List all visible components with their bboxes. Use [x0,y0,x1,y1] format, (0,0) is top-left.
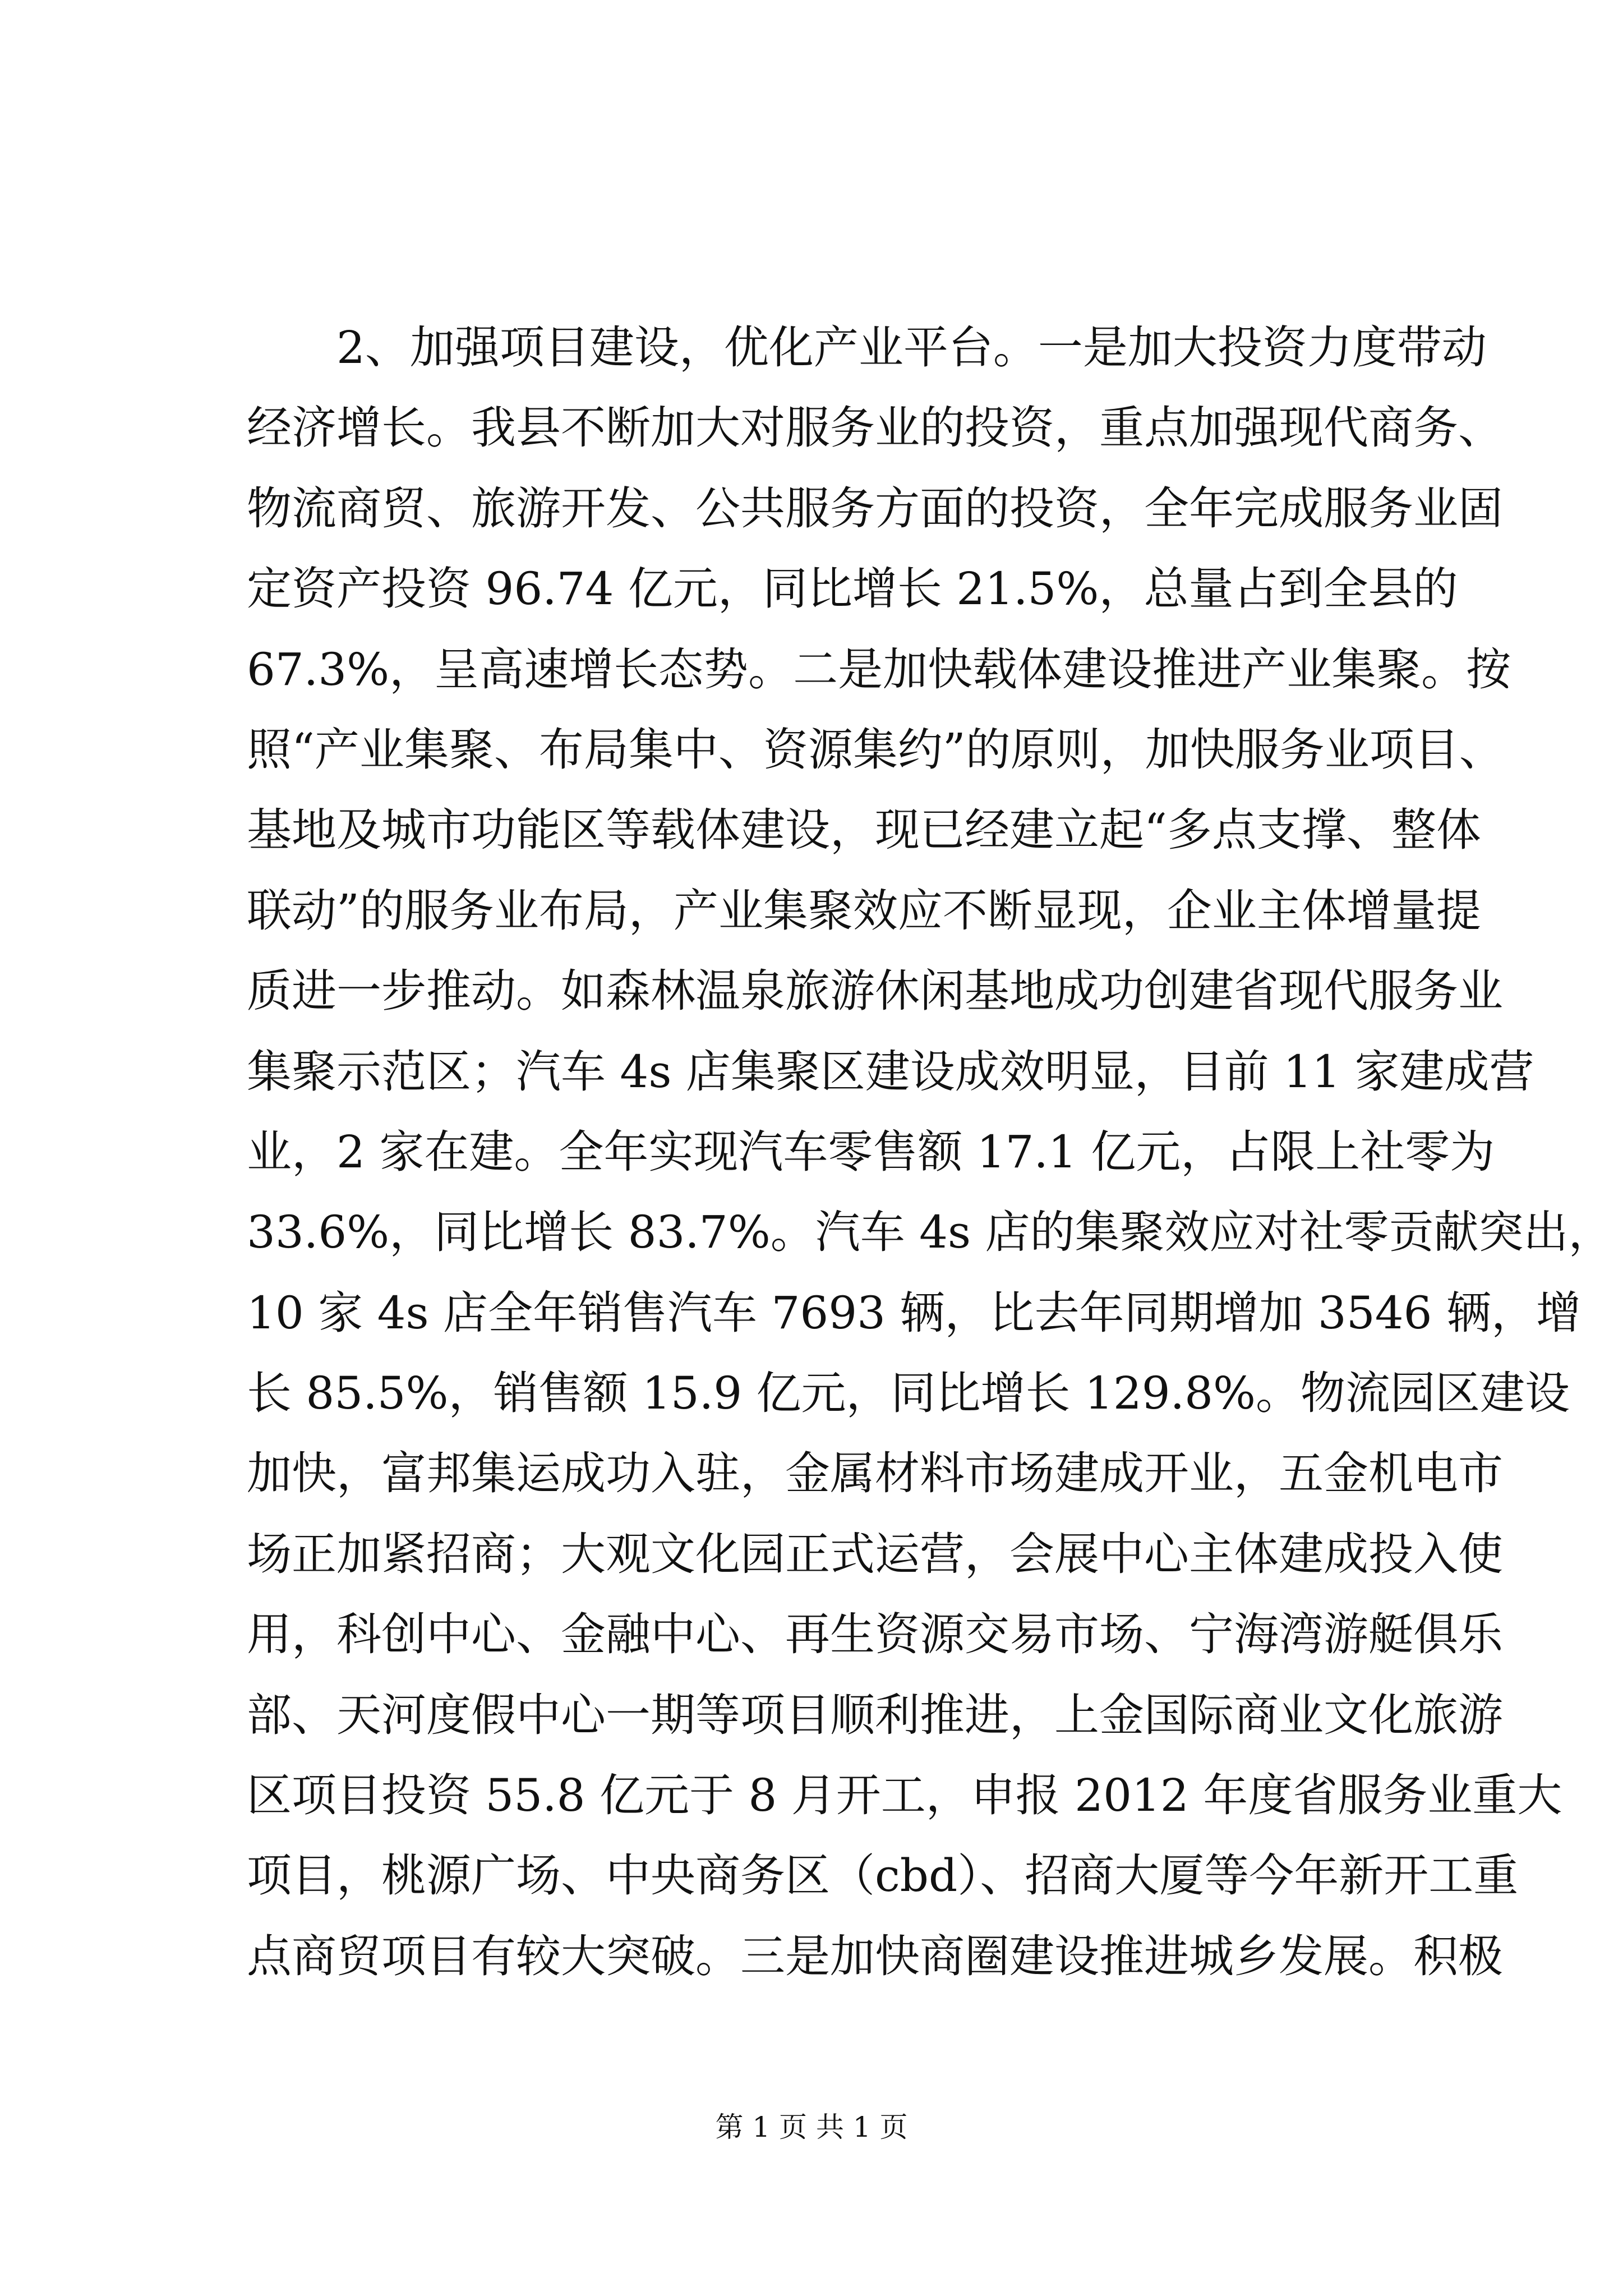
text-line: 联动”的服务业布局，产业集聚效应不断显现，企业主体增量提 [247,884,1481,937]
text-line: 照“产业集聚、布局集中、资源集约”的原则，加快服务业项目、 [247,723,1504,776]
text-line: 10 家 4s 店全年销售汽车 7693 辆，比去年同期增加 3546 辆，增 [247,1286,1581,1339]
page-number: 第 1 页 共 1 页 [715,2111,908,2143]
text-line: 集聚示范区；汽车 4s 店集聚区建设成效明显，目前 11 家建成营 [247,1045,1534,1098]
body-paragraph [247,307,1613,1996]
text-line: 部、天河度假中心一期等项目顺利推进，上金国际商业文化旅游 [247,1688,1503,1741]
text-line: 区项目投资 55.8 亿元于 8 月开工，申报 2012 年度省服务业重大 [247,1769,1562,1822]
text-line: 物流商贸、旅游开发、公共服务方面的投资，全年完成服务业固 [247,482,1503,535]
text-line: 67.3%，呈高速增长态势。二是加快载体建设推进产业集聚。按 [247,643,1511,696]
text-line: 点商贸项目有较大突破。三是加快商圈建设推进城乡发展。积极 [247,1930,1503,1982]
text-line: 业，2 家在建。全年实现汽车零售额 17.1 亿元，占限上社零为 [247,1125,1495,1178]
text-line: 2、加强项目建设，优化产业平台。一是加大投资力度带动 [336,321,1487,374]
text-line: 经济增长。我县不断加大对服务业的投资，重点加强现代商务、 [247,402,1503,454]
text-line: 质进一步推动。如森林温泉旅游休闲基地成功创建省现代服务业 [247,965,1503,1018]
text-line: 项目，桃源广场、中央商务区（cbd）、招商大厦等今年新开工重 [247,1849,1519,1902]
text-line: 基地及城市功能区等载体建设，现已经建立起“多点支撑、整体 [247,804,1481,857]
text-line: 33.6%，同比增长 83.7%。汽车 4s 店的集聚效应对社零贡献突出， [247,1206,1613,1259]
text-line: 用，科创中心、金融中心、再生资源交易市场、宁海湾游艇俱乐 [247,1608,1503,1661]
text-line: 定资产投资 96.74 亿元，同比增长 21.5%，总量占到全县的 [247,563,1458,615]
text-line: 加快，富邦集运成功入驻，金属材料市场建成开业，五金机电市 [247,1447,1503,1500]
page-footer [0,2105,1623,2145]
text-line: 长 85.5%，销售额 15.9 亿元，同比增长 129.8%。物流园区建设 [247,1367,1570,1420]
text-line: 场正加紧招商；大观文化园正式运营，会展中心主体建成投入使 [247,1527,1503,1580]
